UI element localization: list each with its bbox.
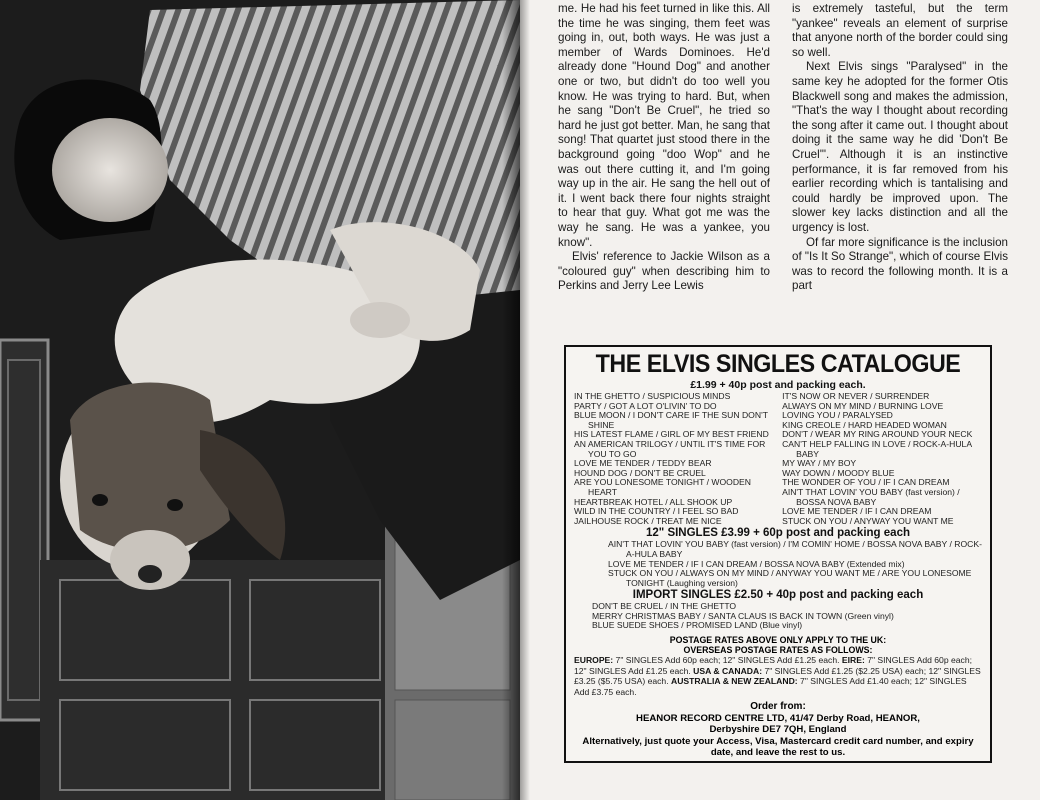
region-eire: EIRE: [841, 655, 865, 666]
article-paragraph: Of far more significance is the inclusion of "Is It So Strange", which of course Elvis was to record the following month. It is a part [792, 235, 1008, 293]
list-item: LOVING YOU / PARALYSED [782, 410, 893, 421]
order-address-line2: Derbyshire DE7 7QH, England [709, 723, 847, 735]
page-gutter [520, 0, 530, 800]
text-page [520, 0, 1040, 800]
list-item: THE WONDER OF YOU / IF I CAN DREAM [782, 477, 950, 488]
list-item: ARE YOU LONESOME TONIGHT / WOODEN HEART [574, 477, 751, 497]
list-item: DON'T BE CRUEL / IN THE GHETTO [592, 601, 737, 612]
list-item: HEARTBREAK HOTEL / ALL SHOOK UP [574, 496, 733, 507]
list-item: MERRY CHRISTMAS BABY / SANTA CLAUS IS BACK IN TOWN (Green vinyl) [592, 610, 894, 621]
list-item: AIN'T THAT LOVIN' YOU BABY (fast version) / BOSSA NOVA BABY [782, 486, 960, 507]
order-credit-card-note: Alternatively, just quote your Access, Visa, Mastercard credit card number, and expiry date, and leave the rest to us. [582, 736, 974, 759]
order-address-line1: HEANOR RECORD CENTRE LTD, 41/47 Derby Road, HEANOR, [636, 712, 920, 724]
order-header: Order from: [750, 701, 806, 713]
article-paragraph: Elvis' reference to Jackie Wilson as a "coloured guy" when describing him to Perkins and Jerry Lee Lewis [558, 250, 770, 293]
section-header-import: IMPORT SINGLES £2.50 + 40p post and packing each [632, 589, 924, 602]
list-item: ALWAYS ON MY MIND / BURNING LOVE [782, 400, 944, 411]
rate-usa-canada: 7" SINGLES Add £1.25 ($2.25 USA) each; 12" SINGLES £3.25 ($5.75 USA) each. [574, 665, 981, 687]
article-column-left [558, 2, 770, 294]
list-item: WILD IN THE COUNTRY / I FEEL SO BAD [574, 506, 739, 517]
rate-europe: 7" SINGLES Add 60p each; 12" SINGLES Add £1.25 each. [613, 655, 842, 666]
list-item: CAN'T HELP FALLING IN LOVE / ROCK-A-HULA BABY [782, 438, 972, 459]
list-item: LOVE ME TENDER / IF I CAN DREAM / BOSSA NOVA BABY (Extended mix) [608, 558, 905, 569]
list-item: MY WAY / MY BOY [782, 458, 857, 469]
article-paragraph: me. He had his feet turned in like this. All the time he was singing, them feet was going in, out, both ways. He was just a member of Wards Dominoes. He'd already done "Hound Dog" and another one or two, but didn't do too well you know. He was trying to hard. But, when he sang "Don't Be Cruel", he tried so hard he just got better. Man, he sang that song! That quartet just stood there in the background going "doo Wop" and he was out there cutting it, and I'm going way up in the air. He sang the hell out of it. I went back there four nights straight to hear that guy. What got me was the way he sang. He was a yankee, you know". [558, 2, 770, 249]
region-usa-canada: USA & CANADA: [693, 665, 763, 676]
list-item: WAY DOWN / MOODY BLUE [782, 467, 895, 478]
list-item: LOVE ME TENDER / IF I CAN DREAM [782, 506, 932, 517]
rate-eire: 7" SINGLES Add 60p each; 12" SINGLES Add £1.25 each. [574, 655, 973, 676]
postage-rates [574, 655, 982, 697]
singles-list-right [782, 392, 982, 526]
list-item: LOVE ME TENDER / TEDDY BEAR [574, 458, 712, 469]
list-item: HIS LATEST FLAME / GIRL OF MY BEST FRIEND [574, 429, 769, 440]
list-item: BLUE MOON / I DON'T CARE IF THE SUN DON'T SHINE [574, 410, 768, 430]
list-item: HOUND DOG / DON'T BE CRUEL [574, 467, 706, 478]
section-header-12inch: 12" SINGLES £3.99 + 60p post and packing each [646, 527, 910, 540]
list-item: AIN'T THAT LOVIN' YOU BABY (fast version) / I'M COMIN' HOME / BOSSA NOVA BABY / ROCK-A-HULA BABY [608, 539, 982, 559]
postage-header [574, 635, 982, 655]
singles-catalogue-ad [564, 345, 992, 763]
list-item: DON'T / WEAR MY RING AROUND YOUR NECK [782, 429, 973, 440]
region-europe: EUROPE: [574, 655, 614, 666]
list-item: BLUE SUEDE SHOES / PROMISED LAND (Blue vinyl) [592, 620, 803, 631]
section-header-7inch: £1.99 + 40p post and packing each. [690, 379, 866, 391]
singles-list-left [574, 392, 774, 526]
list-item: IT'S NOW OR NEVER / SURRENDER [782, 391, 930, 401]
singles-list-import [574, 602, 982, 631]
postage-header-uk: POSTAGE RATES ABOVE ONLY APPLY TO THE UK: [669, 635, 887, 646]
list-item: AN AMERICAN TRILOGY / UNTIL IT'S TIME FOR YOU TO GO [574, 438, 766, 459]
article-paragraph: is extremely tasteful, but the term "yankee" reveals an element of surprise that anyone north of the border could sing so well. [792, 2, 1008, 59]
singles-list-12inch [574, 540, 982, 588]
list-item: KING CREOLE / HARD HEADED WOMAN [782, 419, 947, 430]
list-item: STUCK ON YOU / ANYWAY YOU WANT ME [782, 515, 954, 526]
list-item: JAILHOUSE ROCK / TREAT ME NICE [574, 515, 722, 526]
catalogue-title: THE ELVIS SINGLES CATALOGUE [595, 350, 961, 378]
page-shadow [502, 0, 520, 800]
postage-header-overseas: OVERSEAS POSTAGE RATES AS FOLLOWS: [683, 645, 873, 656]
list-item: PARTY / GOT A LOT O'LIVIN' TO DO [574, 400, 717, 411]
article-column-right [792, 2, 1008, 294]
region-australia-nz: AUSTRALIA & NEW ZEALAND: [670, 676, 798, 687]
list-item: STUCK ON YOU / ALWAYS ON MY MIND / ANYWAY YOU WANT ME / ARE YOU LONESOME TONIGHT (Laughing version) [608, 568, 972, 588]
singles-list-7inch [574, 392, 982, 526]
list-item: IN THE GHETTO / SUSPICIOUS MINDS [574, 391, 731, 401]
rate-australia-nz: 7" SINGLES Add £1.40 each; 12" SINGLES Add £3.75 each. [574, 676, 967, 697]
article-paragraph: Next Elvis sings "Paralysed" in the same key he adopted for the former Otis Blackwell song and makes the admission, "That's the way I thought about recording the song after it came out. I thought about doing it the same way he did 'Don't Be Cruel'". Although it is an instinctive performance, it is far removed from his earlier recording which is tantalising and could hardly be improved upon. The slower key lacks distinction and all the urgency is lost. [792, 60, 1008, 234]
